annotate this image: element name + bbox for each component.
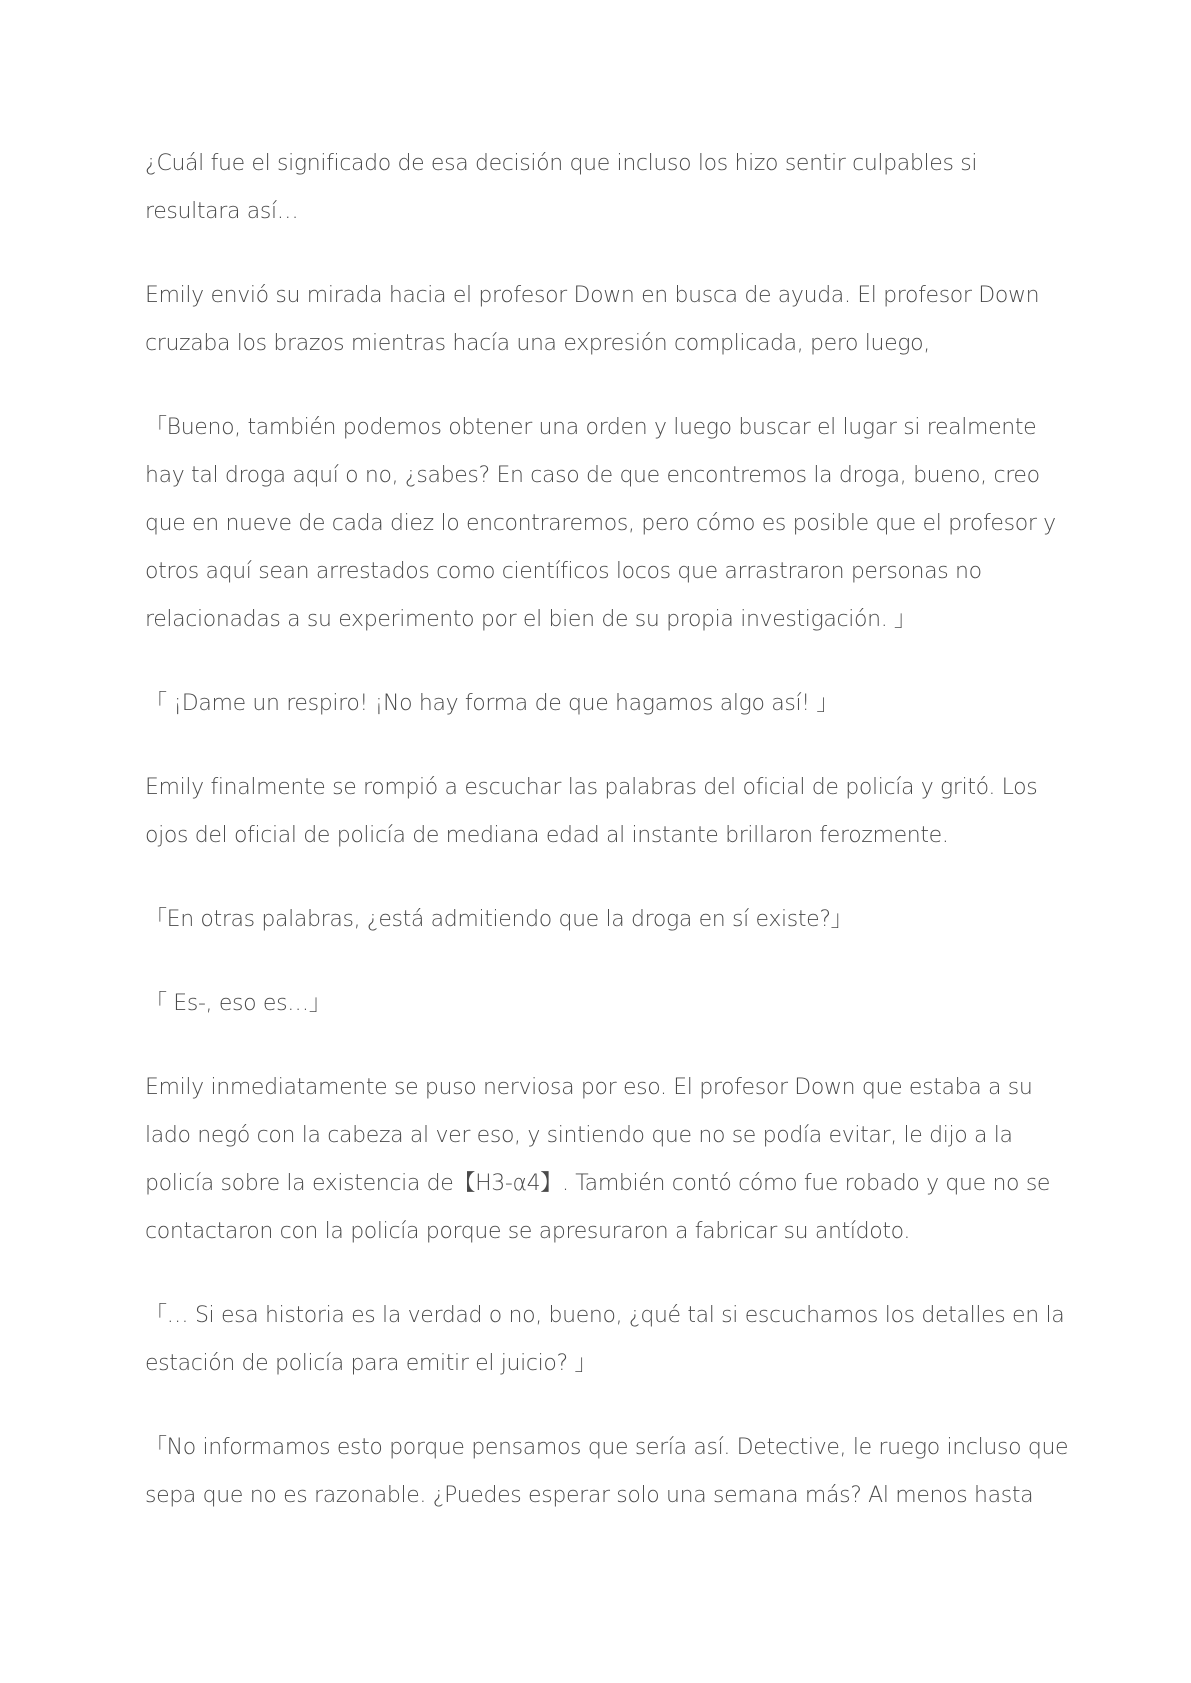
text-line: ojos del oficial de policía de mediana edad al instante brillaron ferozmente. bbox=[145, 823, 949, 848]
paragraph bbox=[145, 272, 1065, 368]
text-line: cruzaba los brazos mientras hacía una expresión complicada, pero luego, bbox=[145, 331, 930, 356]
paragraph bbox=[145, 1064, 1065, 1256]
paragraph bbox=[145, 764, 1065, 860]
text-line: ¿Cuál fue el significado de esa decisión que incluso los hizo sentir culpables si bbox=[145, 151, 978, 176]
text-line: otros aquí sean arrestados como científicos locos que arrastraron personas no bbox=[145, 559, 982, 584]
paragraph bbox=[145, 896, 1065, 944]
text-line: resultara así… bbox=[145, 199, 299, 224]
text-line: policía sobre la existencia de【H3-α4】. También contó cómo fue robado y que no se bbox=[145, 1171, 1051, 1196]
paragraph bbox=[145, 1292, 1065, 1388]
text-line: 「No informamos esto porque pensamos que sería así. Detective, le ruego incluso que bbox=[145, 1435, 1069, 1460]
text-line: lado negó con la cabeza al ver eso, y sintiendo que no se podía evitar, le dijo a la bbox=[145, 1123, 1013, 1148]
paragraph bbox=[145, 680, 1065, 728]
text-line: Emily envió su mirada hacia el profesor Down en busca de ayuda. El profesor Down bbox=[145, 283, 1040, 308]
paragraph bbox=[145, 404, 1065, 644]
text-line: contactaron con la policía porque se apresuraron a fabricar su antídoto. bbox=[145, 1219, 911, 1244]
paragraph bbox=[145, 1424, 1069, 1520]
paragraph bbox=[145, 980, 1065, 1028]
document-page bbox=[145, 140, 1069, 1556]
text-line: sepa que no es razonable. ¿Puedes esperar solo una semana más? Al menos hasta bbox=[145, 1483, 1034, 1508]
text-line: que en nueve de cada diez lo encontraremos, pero cómo es posible que el profesor y bbox=[145, 511, 1056, 536]
text-line: Emily inmediatamente se puso nerviosa por eso. El profesor Down que estaba a su bbox=[145, 1075, 1033, 1100]
text-line: relacionadas a su experimento por el bien de su propia investigación. 」 bbox=[145, 607, 916, 632]
text-line: Emily finalmente se rompió a escuchar las palabras del oficial de policía y gritó. Los bbox=[145, 775, 1038, 800]
text-line: 「Bueno, también podemos obtener una orden y luego buscar el lugar si realmente bbox=[145, 415, 1037, 440]
text-line: hay tal droga aquí o no, ¿sabes? En caso de que encontremos la droga, bueno, creo bbox=[145, 463, 1040, 488]
text-line: 「… Si esa historia es la verdad o no, bueno, ¿qué tal si escuchamos los detalles en la bbox=[145, 1303, 1065, 1328]
text-line: 「 ¡Dame un respiro! ¡No hay forma de que hagamos algo así! 」 bbox=[145, 691, 838, 716]
text-line: 「En otras palabras, ¿está admitiendo que la droga en sí existe?」 bbox=[145, 907, 853, 932]
text-line: estación de policía para emitir el juicio? 」 bbox=[145, 1351, 597, 1376]
text-line: 「 Es-, eso es…」 bbox=[145, 991, 331, 1016]
paragraph bbox=[145, 140, 1065, 236]
